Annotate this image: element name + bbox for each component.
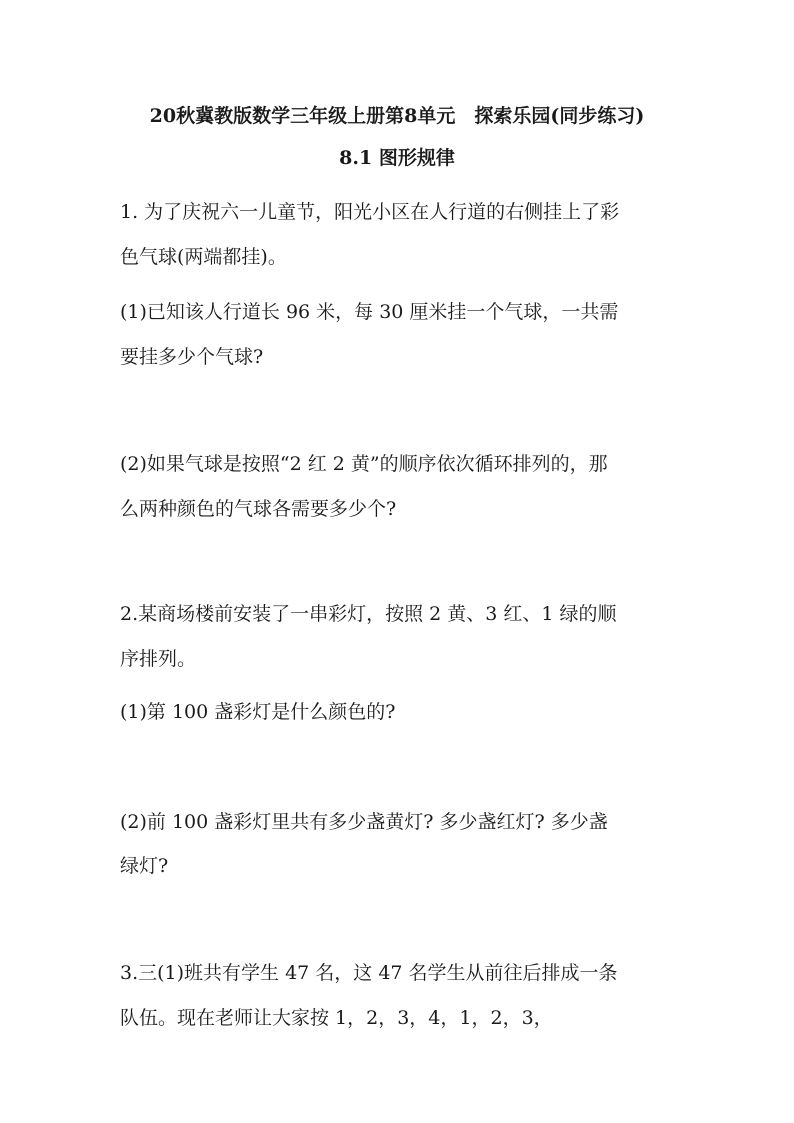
question-1-part-1-line-2: 要挂多少个气球? xyxy=(120,346,264,368)
question-1-line-2: 色气球(两端都挂)。 xyxy=(120,246,287,268)
question-3-line-1: 3.三(1)班共有学生 47 名，这 47 名学生从前往后排成一条 xyxy=(120,962,618,984)
section-subtitle: 8.1 图形规律 xyxy=(339,147,455,169)
question-2-part-2-line-2: 绿灯? xyxy=(120,855,169,877)
question-2-line-1: 2.某商场楼前安装了一串彩灯，按照 2 黄、3 红、1 绿的顺 xyxy=(120,603,617,625)
page-title: 20秋冀教版数学三年级上册第8单元 探索乐园(同步练习) xyxy=(149,105,645,127)
question-2-part-2-line-1: (2)前 100 盏彩灯里共有多少盏黄灯? 多少盏红灯? 多少盏 xyxy=(120,811,608,833)
question-1-part-2-line-2: 么两种颜色的气球各需要多少个? xyxy=(120,498,397,520)
question-2-part-1: (1)第 100 盏彩灯是什么颜色的? xyxy=(120,701,396,723)
question-3-line-2: 队伍。现在老师让大家按 1，2，3，4，1，2，3， xyxy=(120,1007,553,1029)
question-1-part-2-line-1: (2)如果气球是按照“2 红 2 黄”的顺序依次循环排列的，那 xyxy=(120,453,608,475)
question-1-line-1: 1. 为了庆祝六一儿童节，阳光小区在人行道的右侧挂上了彩 xyxy=(120,201,620,223)
question-2-line-2: 序排列。 xyxy=(120,648,197,670)
question-1-part-1-line-1: (1)已知该人行道长 96 米，每 30 厘米挂一个气球，一共需 xyxy=(120,301,619,323)
